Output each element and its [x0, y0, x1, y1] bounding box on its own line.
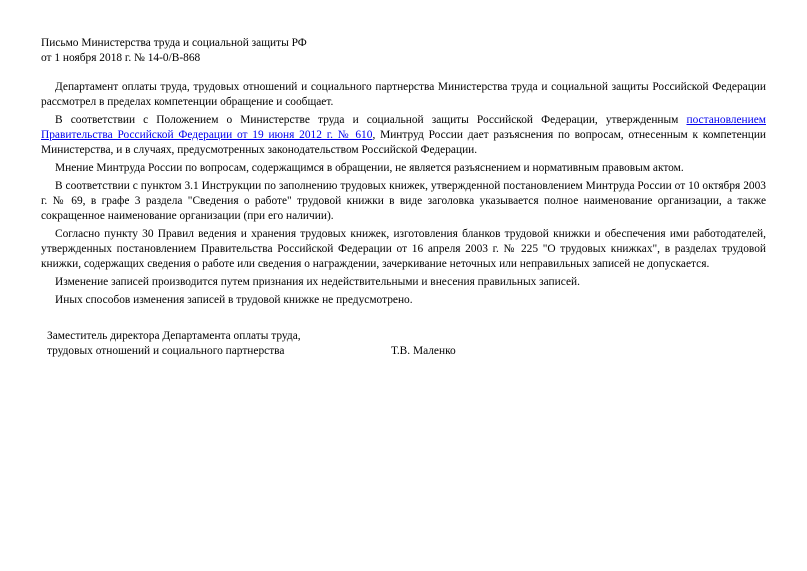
paragraph-4: В соответствии с пунктом 3.1 Инструкции по заполнению трудовых книжек, утвержденной постановлением Минтруда России от 10 октября 2003 г. № 69, в графе 3 раздела "Сведения о работе" трудовой книжки в виде заголовка указывается полное наименование организации, а также сокращенное наименование организации (при его наличии). — [41, 180, 766, 222]
paragraph-6: Изменение записей производится путем признания их недействительными и внесения правильных записей. — [55, 276, 580, 288]
paragraph-5: Согласно пункту 30 Правил ведения и хранения трудовых книжек, изготовления бланков трудовой книжки и обеспечения ими работодателей, утвержденных постановлением Правительства Российской Федерации от 16 апреля 2003 г. № 225 "О трудовых книжках", в разделах трудовой книжки, содержащих сведения о работе или сведения о награждении, зачеркивание неточных или неправильных записей не допускается. — [41, 228, 766, 270]
paragraph-2-text-end: , Минтруд России дает разъяснения по вопросам, отнесенным к компетенции Министерства, и в случаях, предусмотренных законодательством Российской Федерации. — [41, 129, 767, 156]
letter-title: Письмо Министерства труда и социальной защиты РФ — [41, 37, 307, 49]
paragraph-2-text-start: В соответствии с Положением о Министерстве труда и социальной защиты Российской Федерации, утвержденным — [55, 114, 687, 126]
signer-position-line-1: Заместитель директора Департамента оплаты труда, — [47, 330, 301, 342]
letter-body — [41, 80, 766, 308]
paragraph-1: Департамент оплаты труда, трудовых отношений и социального партнерства Министерства труда и социальной защиты Российской Федерации рассмотрел в пределах компетенции обращение и сообщает. — [41, 81, 766, 108]
paragraph-3: Мнение Минтруда России по вопросам, содержащимся в обращении, не является разъяснением и нормативным правовым актом. — [55, 162, 684, 174]
document-page — [41, 36, 766, 359]
regulation-link[interactable]: постановлением Правительства Российской Федерации от 19 июня 2012 г. № 610 — [41, 114, 766, 141]
letter-header — [41, 36, 766, 66]
signer-name: Т.В. Маленко — [391, 345, 456, 357]
signature-block — [41, 329, 766, 359]
paragraph-2 — [41, 113, 766, 158]
signer-position-line-2: трудовых отношений и социального партнерства — [47, 345, 285, 357]
letter-date-number: от 1 ноября 2018 г. № 14-0/В-868 — [41, 52, 201, 64]
paragraph-7: Иных способов изменения записей в трудовой книжке не предусмотрено. — [55, 294, 413, 306]
